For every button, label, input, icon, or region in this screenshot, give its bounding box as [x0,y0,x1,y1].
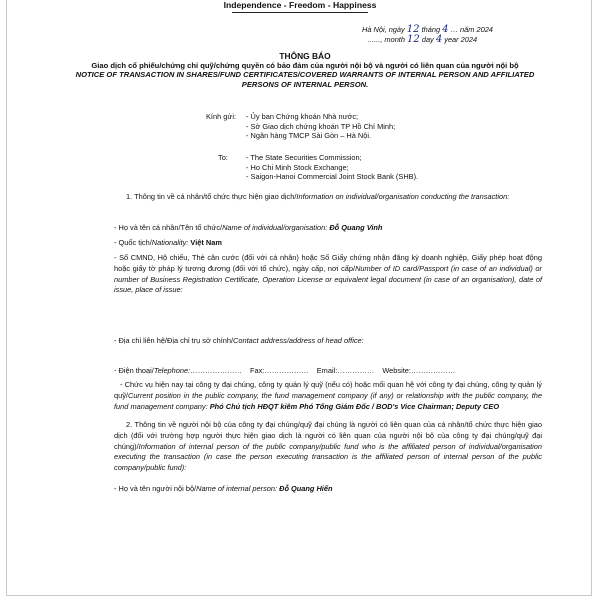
fax-label: Fax: [249,366,265,375]
id-text-vi: - Số CMND, Hộ chiếu, Thẻ căn cước (đối với cá nhân) hoặc Số Giấy chứng nhận đăng ký doanh nghiệp, Giấy phép hoạt động hoặc giấy tờ pháp lý tương đương (đối với tổ chức), ngày cấp, nơi cấp/ [114,253,542,273]
contact-line [114,366,542,377]
section2-intro [114,420,542,474]
id-field [114,253,542,296]
date-vi-year: năm 2024 [460,25,493,34]
date-vi-month-label: tháng [421,25,441,34]
date-en-day-handwritten: 12 [407,34,420,45]
email-dots: …………… [337,366,375,375]
section2-intro-en: Information of internal person of the public company/public fund who is the affiliated person of individual/organisation executing the transaction (in case the person executing transaction is the affiliated person of internal person of the public company/public fund): [114,441,542,473]
recipient-vi-item: - Ngân hàng TMCP Sài Gòn – Hà Nội. [246,131,372,141]
recipients-vi-list [246,112,395,141]
section2-intro-vi: 2. Thông tin về người nội bộ của công ty đại chúng/quỹ đại chúng là người có liên quan của cá nhân/tổ chức thực hiện giao dịch (đối với trường hợp người thực hiện giao dịch là người có liên quan của người nội bộ của công ty đại chúng/quỹ đại chúng)/ [114,420,542,451]
motto-underline [232,12,368,13]
nationality-field [114,238,542,249]
recipient-en-item: - Ho Chi Minh Stock Exchange; [246,162,349,172]
recipient-en-item: - The State Securities Commission; [246,153,362,162]
date-en-prefix: ......, month [368,35,405,44]
phone-label-vi: - Điện thoại/ [114,366,154,375]
section1-intro-en: Information on individual/organisation conducting the transaction: [296,192,510,201]
phone-label-en: Telephone: [153,366,191,375]
website-label: Website: [382,366,411,375]
name-value: Đỗ Quang Vinh [329,223,383,232]
id-text-en: Number of ID card/Passport (in case of an individual) or number of Business Registration Certificate, Operation License or equivalent legal document (in case of an organisation), date of issue, place of issue: [114,263,542,295]
internal-person-value: Đỗ Quang Hiển [279,484,333,493]
name-label-en: Name of individual/organisation: [222,223,328,232]
internal-person-label-vi: - Họ và tên người nội bộ/ [114,484,197,493]
address-label-vi: - Địa chỉ liên hệ/Địa chỉ trụ sở chính/ [114,336,234,345]
section1-intro [114,192,542,203]
date-day-handwritten: 12 [406,24,420,35]
position-value: Phó Chủ tịch HĐQT kiêm Phó Tổng Giám Đốc / BOD's Vice Chairman; Deputy CEO [209,401,500,411]
date-line-vi: Hà Nội, ngày 12 tháng 4 … năm 2024 [362,24,493,35]
date-vi-prefix: Hà Nội, ngày [362,25,405,34]
address-field [114,336,542,347]
nationality-label-en: Nationality: [151,238,189,247]
document-title-block [70,51,540,89]
name-field [114,223,542,234]
name-label-vi: - Họ và tên cá nhân/Tên tổ chức/ [114,223,223,232]
document-subtitle-vi: Giao dịch cổ phiếu/chứng chỉ quỹ/chứng quyền có bảo đảm của người nội bộ và người có liên quan của người nội bộ [91,61,519,70]
section1-intro-vi: 1. Thông tin về cá nhân/tổ chức thực hiện giao dịch/ [126,192,297,201]
internal-person-label-en: Name of internal person: [196,484,278,493]
page-border [6,0,592,596]
date-month-handwritten: 4 [442,24,449,35]
date-en-day-label: day [421,35,434,44]
position-field [114,380,542,412]
fax-dots: ……………… [264,366,309,375]
document-subtitle-en: NOTICE OF TRANSACTION IN SHARES/FUND CERTIFICATES/COVERED WARRANTS OF INTERNAL PERSON AND AFFILIATED PERSONS OF INTERNAL PERSON. [75,70,535,89]
document-heading: THÔNG BÁO [279,51,331,61]
recipients-en-list [246,153,418,182]
position-text-en: Current position in the public company, the fund management company (if any) or relationship with the public company, the fund management company: [114,390,542,411]
recipient-vi-item: - Ủy ban Chứng khoán Nhà nước; [246,112,359,121]
address-label-en: Contact address/address of head office: [233,336,364,345]
national-motto: Independence - Freedom - Happiness [223,0,377,10]
recipients-en-label: To: [218,153,228,162]
date-en-year: year 2024 [444,35,478,44]
website-dots: ……………… [410,366,456,375]
position-text-vi: - Chức vụ hiện nay tại công ty đại chúng, công ty quản lý quỹ (nếu có) hoặc mối quan hệ với công ty đại chúng, công ty quản lý quỹ/ [114,380,542,400]
recipients-vi-label: Kính gửi: [206,112,237,121]
date-en-month-handwritten: 4 [435,34,443,45]
internal-person-field [114,484,542,495]
recipient-en-item: - Saigon-Hanoi Commercial Joint Stock Bank (SHB). [246,172,419,182]
email-label: Email: [316,366,338,375]
phone-dots: ………………… [190,366,242,375]
nationality-label-vi: - Quốc tịch/ [114,238,152,247]
date-line-en [368,34,477,45]
recipient-vi-item: - Sở Giao dịch chứng khoán TP Hồ Chí Minh; [246,121,396,131]
nationality-value: Việt Nam [190,238,222,247]
